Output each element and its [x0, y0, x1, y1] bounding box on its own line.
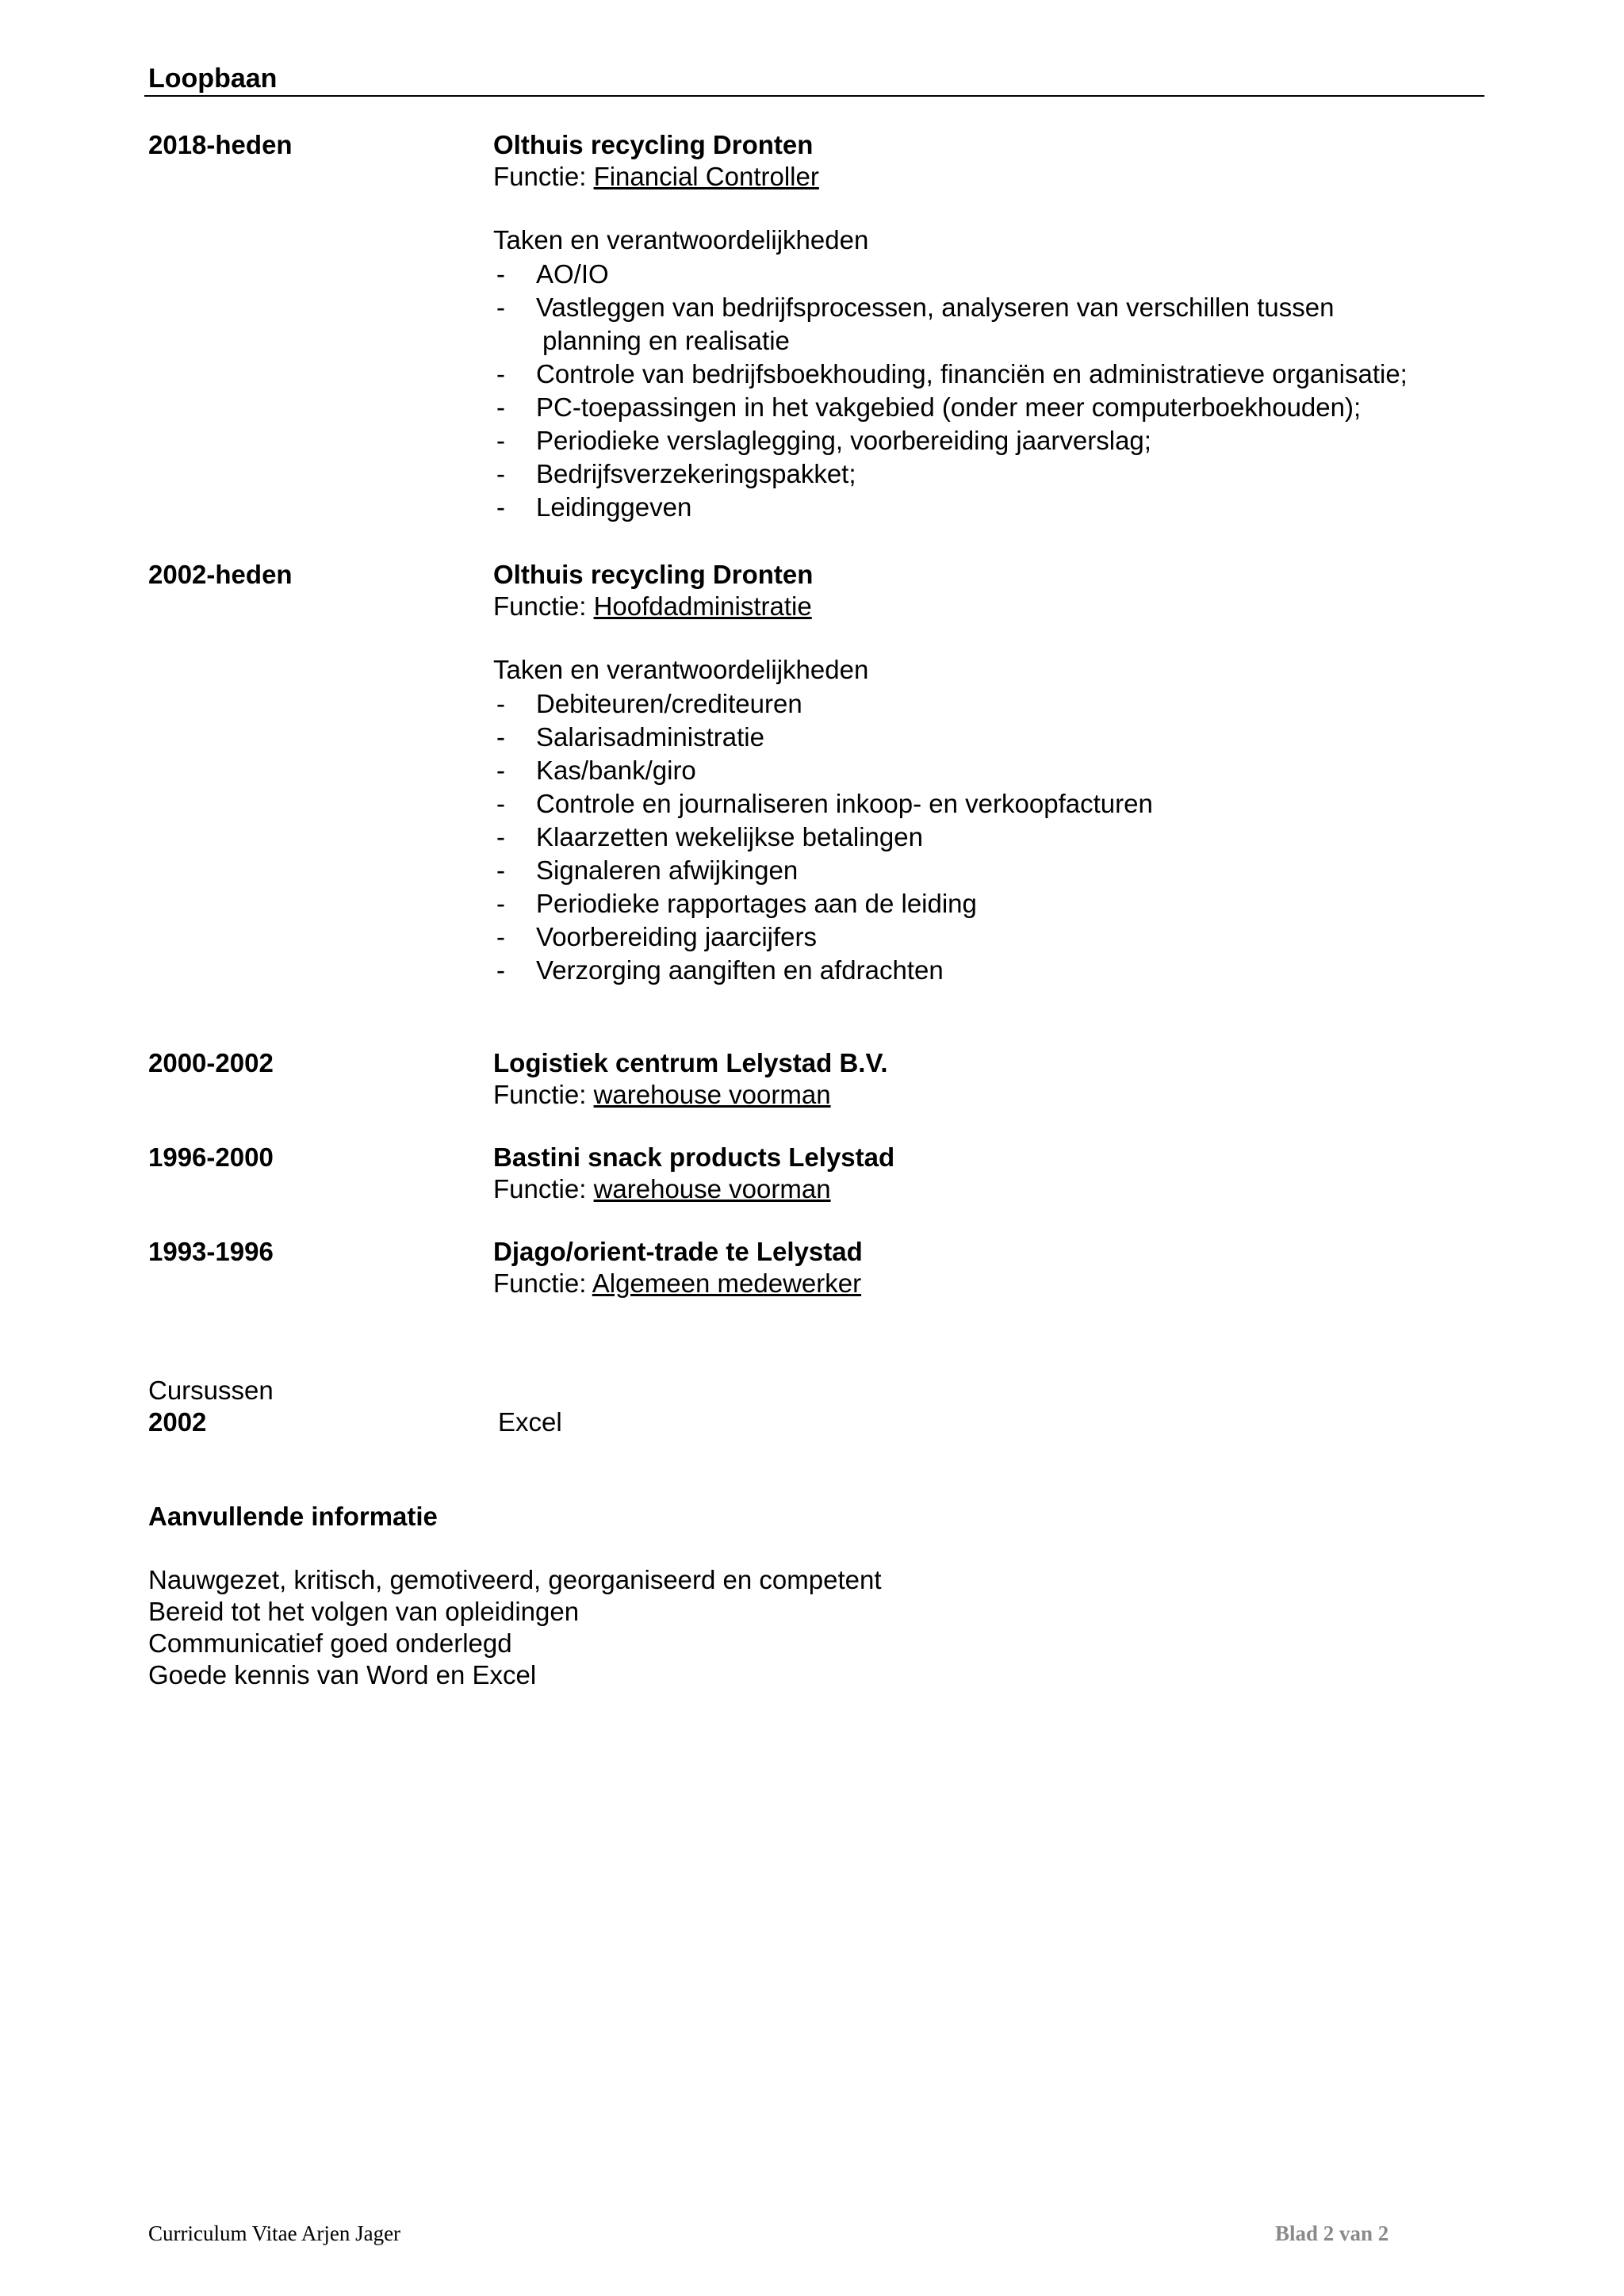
function-value: Financial Controller — [593, 162, 819, 191]
task-text: Controle van bedrijfsboekhouding, financiën en administratieve organisatie; — [536, 359, 1408, 388]
job-entry — [493, 559, 1153, 987]
function-value: Hoofdadministratie — [593, 591, 812, 621]
task-item: - Salarisadministratie — [496, 722, 764, 752]
task-item: - Kas/bank/giro — [496, 756, 696, 785]
job-function — [493, 161, 1408, 193]
section-divider — [144, 95, 1484, 97]
info-line: Nauwgezet, kritisch, gemotiveerd, georganiseerd en competent — [148, 1565, 882, 1594]
info-line: Communicatief goed onderlegd — [148, 1628, 512, 1658]
job-entry — [493, 1236, 863, 1299]
job-entry — [493, 129, 1408, 524]
function-label: Functie: — [493, 1269, 587, 1298]
footer-document-title: Curriculum Vitae Arjen Jager — [148, 2221, 401, 2245]
task-text: Controle en journaliseren inkoop- en verkoopfacturen — [536, 789, 1153, 818]
tasks-heading: Taken en verantwoordelijkheden — [493, 225, 869, 254]
tasks-heading: Taken en verantwoordelijkheden — [493, 655, 869, 684]
task-item: - Debiteuren/crediteuren — [496, 689, 802, 718]
task-continuation: planning en realisatie — [542, 326, 790, 355]
task-item: - Periodieke rapportages aan de leiding — [496, 889, 977, 918]
job-function — [493, 591, 1153, 622]
task-text: Verzorging aangiften en afdrachten — [536, 955, 944, 985]
task-text: Signaleren afwijkingen — [536, 855, 799, 885]
task-text: Periodieke verslaglegging, voorbereiding jaarverslag; — [536, 426, 1151, 455]
task-text: Klaarzetten wekelijkse betalingen — [536, 822, 923, 851]
function-value: warehouse voorman — [593, 1174, 831, 1203]
job-function — [493, 1173, 894, 1205]
function-value: Algemeen medewerker — [592, 1269, 862, 1298]
job-company: Logistiek centrum Lelystad B.V. — [493, 1048, 888, 1077]
job-period: 2000-2002 — [148, 1048, 274, 1077]
info-line: Goede kennis van Word en Excel — [148, 1660, 537, 1689]
job-period: 1996-2000 — [148, 1142, 274, 1172]
function-label: Functie: — [493, 591, 587, 621]
job-period: 2018-heden — [148, 130, 293, 159]
task-item: - Leidinggeven — [496, 492, 692, 522]
function-label: Functie: — [493, 1080, 587, 1109]
task-text: PC-toepassingen in het vakgebied (onder meer computerboekhouden); — [536, 392, 1362, 422]
task-text: Voorbereiding jaarcijfers — [536, 922, 818, 951]
task-item: - Voorbereiding jaarcijfers — [496, 922, 818, 951]
job-period: 2002-heden — [148, 560, 293, 589]
job-entry — [493, 1142, 894, 1205]
job-company: Djago/orient-trade te Lelystad — [493, 1237, 863, 1266]
task-text: Debiteuren/crediteuren — [536, 689, 802, 718]
task-item: - PC-toepassingen in het vakgebied (onder meer computerboekhouden); — [496, 392, 1362, 422]
course-name: Excel — [498, 1407, 562, 1437]
function-label: Functie: — [493, 1174, 587, 1203]
task-item: - Bedrijfsverzekeringspakket; — [496, 459, 856, 488]
task-text: Salarisadministratie — [536, 722, 764, 752]
job-function — [493, 1079, 888, 1111]
job-company: Olthuis recycling Dronten — [493, 560, 814, 589]
task-text: Vastleggen van bedrijfsprocessen, analyseren van verschillen tussen — [536, 293, 1335, 322]
function-value: warehouse voorman — [593, 1080, 831, 1109]
task-item: - Periodieke verslaglegging, voorbereiding jaarverslag; — [496, 426, 1151, 455]
task-item: - Signaleren afwijkingen — [496, 855, 799, 885]
task-item: - AO/IO — [496, 259, 609, 289]
task-item: - Verzorging aangiften en afdrachten — [496, 955, 944, 985]
task-item: - Klaarzetten wekelijkse betalingen — [496, 822, 923, 851]
task-text: AO/IO — [536, 259, 609, 289]
task-list — [493, 687, 1153, 987]
task-text: Kas/bank/giro — [536, 756, 696, 785]
task-text: Periodieke rapportages aan de leiding — [536, 889, 977, 918]
task-item: - Vastleggen van bedrijfsprocessen, analyseren van verschillen tussen planning en realisatie — [493, 291, 1408, 358]
section-title-loopbaan: Loopbaan — [148, 63, 278, 94]
job-company: Bastini snack products Lelystad — [493, 1142, 895, 1172]
task-text: Leidinggeven — [536, 492, 692, 522]
task-item: - Controle van bedrijfsboekhouding, financiën en administratieve organisatie; — [496, 359, 1408, 388]
additional-info-title: Aanvullende informatie — [148, 1502, 438, 1531]
footer-page-number: Blad 2 van 2 — [1275, 2221, 1389, 2245]
task-text: Bedrijfsverzekeringspakket; — [536, 459, 856, 488]
additional-info-lines — [148, 1564, 882, 1691]
function-label: Functie: — [493, 162, 587, 191]
course-year: 2002 — [148, 1407, 207, 1437]
courses-label: Cursussen — [148, 1376, 274, 1405]
task-item: - Controle en journaliseren inkoop- en verkoopfacturen — [496, 789, 1153, 818]
task-list — [493, 258, 1408, 524]
job-function — [493, 1268, 863, 1299]
job-period: 1993-1996 — [148, 1237, 274, 1266]
info-line: Bereid tot het volgen van opleidingen — [148, 1597, 580, 1626]
job-company: Olthuis recycling Dronten — [493, 130, 814, 159]
job-entry — [493, 1047, 888, 1111]
